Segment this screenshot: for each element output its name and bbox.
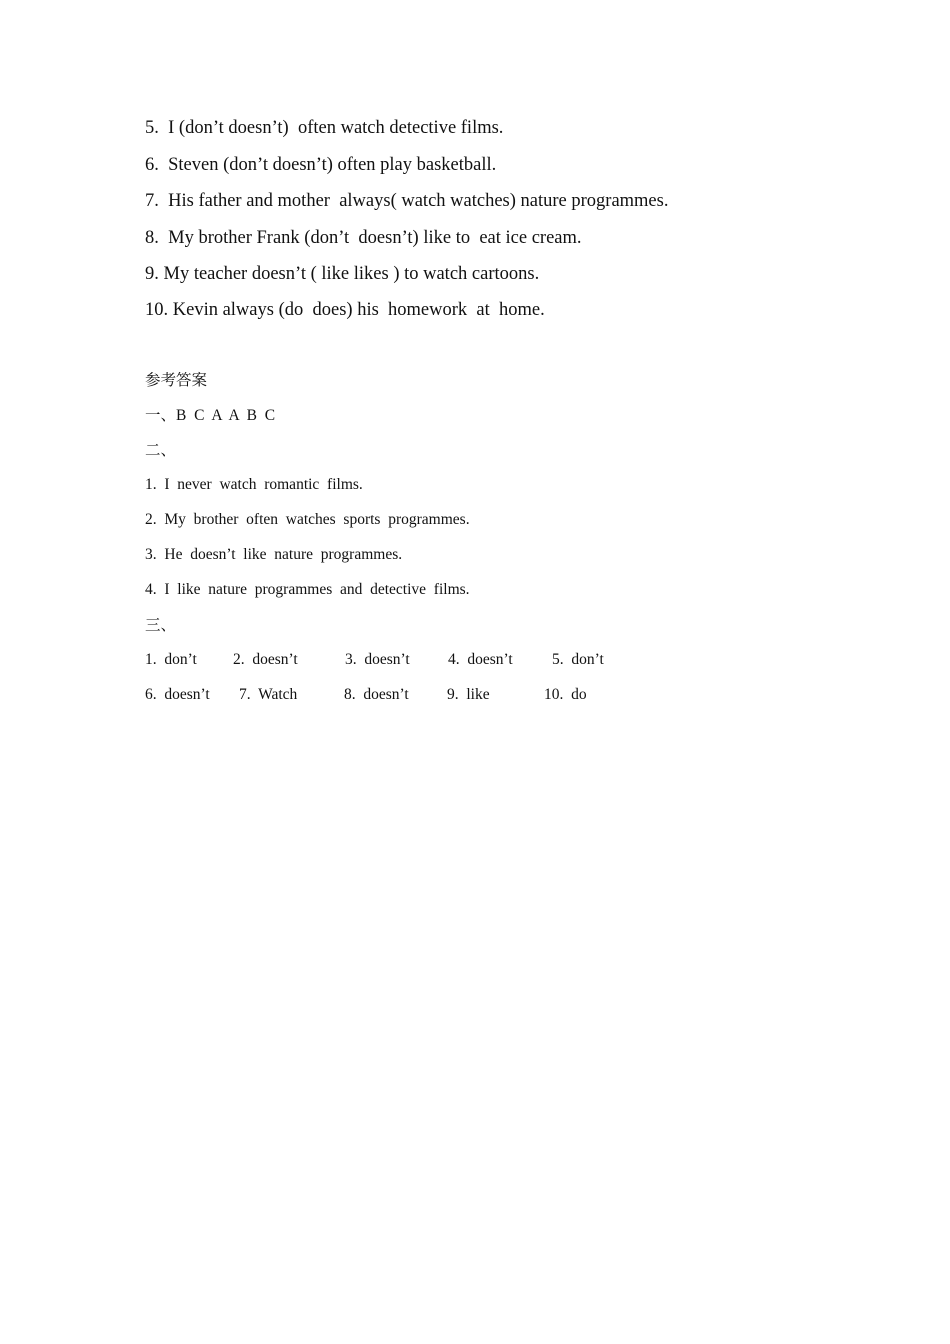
question-6: 6. Steven (don’t doesn’t) often play basketball. [145, 155, 497, 175]
answer-2-4: 4. I like nature programmes and detective films. [145, 581, 470, 598]
answer-3-2: 2. doesn’t [233, 651, 298, 668]
answer-3-1: 1. don’t [145, 651, 197, 668]
question-5: 5. I (don’t doesn’t) often watch detective films. [145, 118, 504, 138]
answer-2-3: 3. He doesn’t like nature programmes. [145, 546, 403, 563]
answers-part-2-heading: 二、 [145, 442, 177, 459]
answer-3-9: 9. like [447, 686, 490, 703]
answer-3-8: 8. doesn’t [344, 686, 409, 703]
answer-3-3: 3. doesn’t [345, 651, 410, 668]
question-8: 8. My brother Frank (don’t doesn’t) like to eat ice cream. [145, 228, 582, 248]
question-10: 10. Kevin always (do does) his homework at home. [145, 300, 545, 320]
question-9: 9. My teacher doesn’t ( like likes ) to watch cartoons. [145, 264, 540, 284]
answer-key-title: 参考答案 [145, 372, 208, 389]
answer-2-1: 1. I never watch romantic films. [145, 476, 363, 493]
answers-part-1: 一、B C A A B C [145, 407, 276, 424]
answer-3-7: 7. Watch [239, 686, 298, 703]
question-7: 7. His father and mother always( watch watches) nature programmes. [145, 191, 669, 211]
answer-3-5: 5. don’t [552, 651, 604, 668]
answers-part-3-heading: 三、 [145, 617, 177, 634]
answer-3-10: 10. do [544, 686, 587, 703]
answer-2-2: 2. My brother often watches sports programmes. [145, 511, 470, 528]
answer-3-6: 6. doesn’t [145, 686, 210, 703]
answer-3-4: 4. doesn’t [448, 651, 513, 668]
